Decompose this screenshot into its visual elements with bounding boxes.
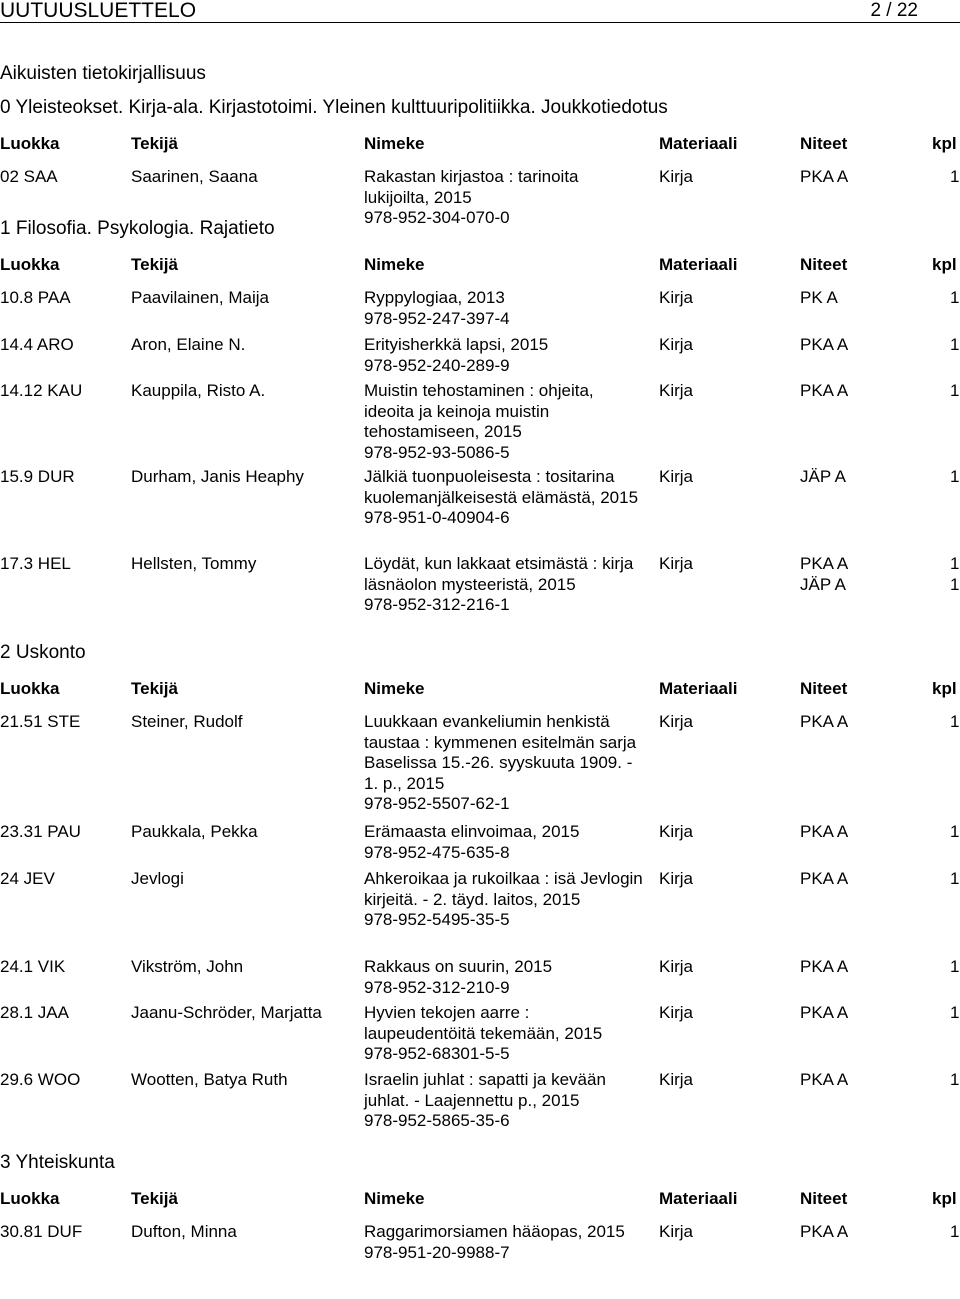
title: Luukkaan evankeliumin henkistä taustaa : kymmenen esitelmän sarja Baselissa 15.-26. syyskuuta 1909. - 1. p., 2015 [364,712,637,793]
column-header-luokka: Luokka [0,679,60,698]
call-number: 02 SAA [0,167,58,186]
title-cell [364,1003,644,1065]
catalog-row [0,1222,960,1262]
isbn: 978-952-5865-35-6 [364,1111,510,1130]
copy-location: PKA A [800,554,849,573]
title: Muistin tehostaminen : ohjeita, ideoita ja keinoja muistin tehostamiseen, 2015 [364,381,594,441]
title: Erämaasta elinvoimaa, 2015 [364,822,580,841]
call-number: 15.9 DUR [0,467,75,486]
copy-location: PKA A [800,1222,849,1241]
title-cell [364,1222,644,1263]
author: Vikström, John [131,957,244,976]
column-header-kpl: kpl [932,255,957,274]
isbn: 978-952-304-070-0 [364,208,510,227]
column-header-nimeke: Nimeke [364,679,425,698]
copy-count: 1 [950,822,960,841]
copy-count: 1 [950,574,960,594]
isbn: 978-951-20-9988-7 [364,1242,510,1262]
column-header-luokka: Luokka [0,255,60,274]
copy-counts [950,167,959,188]
material: Kirja [659,167,694,186]
title-cell [364,335,644,376]
author: Wootten, Batya Ruth [131,1070,288,1089]
material: Kirja [659,1003,694,1022]
isbn: 978-952-475-635-8 [364,842,510,862]
title-cell [364,288,644,329]
isbn: 978-952-68301-5-5 [364,1044,510,1063]
column-header-tekija: Tekijä [131,255,178,274]
column-header-luokka: Luokka [0,1189,60,1208]
section-title: Aikuisten tietokirjallisuus [0,63,206,84]
column-header-niteet: Niteet [800,1189,848,1208]
catalog-row [0,1070,960,1148]
header-divider [0,22,960,23]
title: Raggarimorsiamen hääopas, 2015 [364,1222,625,1241]
copies-locations [800,1003,848,1024]
title-cell [364,1070,644,1132]
copy-counts [950,1222,959,1243]
copies-locations [800,467,846,488]
title-cell [364,467,644,529]
copy-count: 1 [950,1070,960,1089]
copy-count: 1 [950,1222,960,1241]
copies-locations [800,381,848,402]
material: Kirja [659,288,694,307]
title: Hyvien tekojen aarre : laupeudentöitä tekemään, 2015 [364,1003,603,1043]
copies-locations [800,957,848,978]
copy-location: PKA A [800,1070,849,1089]
title: Israelin juhlat : sapatti ja kevään juhlat. - Laajennettu p., 2015 [364,1070,606,1110]
column-header-niteet: Niteet [800,679,848,698]
column-header-kpl: kpl [932,1189,957,1208]
column-header-nimeke: Nimeke [364,1189,425,1208]
catalog-row [0,1003,960,1070]
column-header-tekija: Tekijä [131,134,178,153]
call-number: 24 JEV [0,869,55,888]
call-number: 24.1 VIK [0,957,66,976]
catalog-row [0,869,960,957]
title: Löydät, kun lakkaat etsimästä : kirja läsnäolon mysteeristä, 2015 [364,554,634,594]
column-header-luokka: Luokka [0,134,60,153]
column-header-tekija: Tekijä [131,1189,178,1208]
author: Dufton, Minna [131,1222,237,1241]
isbn: 978-952-312-216-1 [364,595,510,614]
author: Saarinen, Saana [131,167,258,186]
material: Kirja [659,822,694,841]
copy-location: PKA A [800,869,849,888]
copy-count: 1 [950,467,960,486]
title: Rakastan kirjastoa : tarinoita lukijoilta, 2015 [364,167,579,207]
column-header-nimeke: Nimeke [364,134,425,153]
copy-counts [950,554,959,595]
title: Erityisherkkä lapsi, 2015 [364,335,549,354]
title: Jälkiä tuonpuoleisesta : tositarina kuolemanjälkeisestä elämästä, 2015 [364,467,639,507]
copy-count: 1 [950,167,960,186]
material: Kirja [659,957,694,976]
copies-locations [800,554,848,595]
page-header [0,0,960,23]
catalog-row [0,288,960,335]
copy-location: PKA A [800,822,849,841]
author: Steiner, Rudolf [131,712,243,731]
title: Ryppylogiaa, 2013 [364,288,505,307]
column-header-materiaali: Materiaali [659,1189,738,1208]
copy-counts [950,381,959,402]
copy-location: PKA A [800,712,849,731]
column-header-materiaali: Materiaali [659,134,738,153]
title-cell [364,167,644,229]
column-header-kpl: kpl [932,134,957,153]
catalog-row [0,822,960,869]
call-number: 14.4 ARO [0,335,74,354]
title-cell [364,957,644,998]
page-number: 2 / 22 [870,0,918,21]
material: Kirja [659,381,694,400]
copy-count: 1 [950,957,960,976]
copy-location: JÄP A [800,574,846,594]
catalog-row [0,712,960,822]
copy-location: PKA A [800,335,849,354]
title: Ahkeroikaa ja rukoilkaa : isä Jevlogin kirjeitä. - 2. täyd. laitos, 2015 [364,869,643,909]
column-header-materiaali: Materiaali [659,255,738,274]
category-heading: 1 Filosofia. Psykologia. Rajatieto [0,218,275,239]
category-heading: 0 Yleisteokset. Kirja-ala. Kirjastotoimi. Yleinen kulttuuripolitiikka. Joukkotiedotus [0,97,668,118]
column-header-row [0,1182,960,1222]
copy-location: JÄP A [800,467,846,486]
column-header-tekija: Tekijä [131,679,178,698]
copy-count: 1 [950,554,960,573]
material: Kirja [659,1070,694,1089]
catalog-row [0,335,960,381]
call-number: 17.3 HEL [0,554,71,573]
copy-counts [950,822,959,843]
copy-location: PKA A [800,1003,849,1022]
copy-location: PKA A [800,381,849,400]
author: Jevlogi [131,869,184,888]
author: Aron, Elaine N. [131,335,246,354]
author: Kauppila, Risto A. [131,381,266,400]
copies-locations [800,288,838,309]
title: Rakkaus on suurin, 2015 [364,957,553,976]
author: Paavilainen, Maija [131,288,269,307]
title-cell [364,712,644,815]
author: Durham, Janis Heaphy [131,467,304,486]
copy-count: 1 [950,712,960,731]
copy-location: PK A [800,288,838,307]
catalog-row [0,381,960,467]
material: Kirja [659,335,694,354]
copy-count: 1 [950,288,960,307]
copies-locations [800,167,848,188]
document-title: UUTUUSLUETTELO [0,0,197,22]
call-number: 28.1 JAA [0,1003,69,1022]
catalog-row [0,957,960,1003]
copy-counts [950,712,959,733]
copies-locations [800,822,848,843]
column-header-row [0,127,960,167]
catalog-row [0,554,960,638]
isbn: 978-952-240-289-9 [364,355,510,375]
copies-locations [800,712,848,733]
call-number: 10.8 PAA [0,288,71,307]
copy-count: 1 [950,381,960,400]
column-header-niteet: Niteet [800,255,848,274]
copy-location: PKA A [800,957,849,976]
copy-counts [950,957,959,978]
material: Kirja [659,869,694,888]
copy-location: PKA A [800,167,849,186]
call-number: 29.6 WOO [0,1070,81,1089]
column-header-row [0,672,960,712]
copies-locations [800,335,848,356]
column-header-kpl: kpl [932,679,957,698]
copy-count: 1 [950,1003,960,1022]
copies-locations [800,1070,848,1091]
call-number: 21.51 STE [0,712,81,731]
author: Jaanu-Schröder, Marjatta [131,1003,322,1022]
call-number: 14.12 KAU [0,381,83,400]
column-header-materiaali: Materiaali [659,679,738,698]
catalog-list [0,57,960,1262]
category-heading: 3 Yhteiskunta [0,1152,115,1173]
author: Hellsten, Tommy [131,554,257,573]
material: Kirja [659,712,694,731]
catalog-row [0,167,960,227]
category-heading: 2 Uskonto [0,642,86,663]
isbn: 978-952-5495-35-5 [364,910,510,929]
copy-counts [950,467,959,488]
material: Kirja [659,1222,694,1241]
isbn: 978-952-93-5086-5 [364,442,510,462]
copy-counts [950,869,959,890]
isbn: 978-952-5507-62-1 [364,794,510,813]
copy-counts [950,1003,959,1024]
copy-counts [950,1070,959,1091]
copy-count: 1 [950,869,960,888]
column-header-row [0,248,960,288]
copies-locations [800,869,848,890]
isbn: 978-952-247-397-4 [364,308,510,328]
material: Kirja [659,554,694,573]
author: Paukkala, Pekka [131,822,258,841]
title-cell [364,869,644,931]
title-cell [364,554,644,616]
column-header-nimeke: Nimeke [364,255,425,274]
material: Kirja [659,467,694,486]
column-header-niteet: Niteet [800,134,848,153]
copy-counts [950,288,959,309]
title-cell [364,381,644,463]
isbn: 978-951-0-40904-6 [364,508,510,527]
catalog-row [0,467,960,554]
copy-counts [950,335,959,356]
call-number: 30.81 DUF [0,1222,83,1241]
call-number: 23.31 PAU [0,822,81,841]
title-cell [364,822,644,863]
copies-locations [800,1222,848,1243]
copy-count: 1 [950,335,960,354]
isbn: 978-952-312-210-9 [364,977,510,997]
